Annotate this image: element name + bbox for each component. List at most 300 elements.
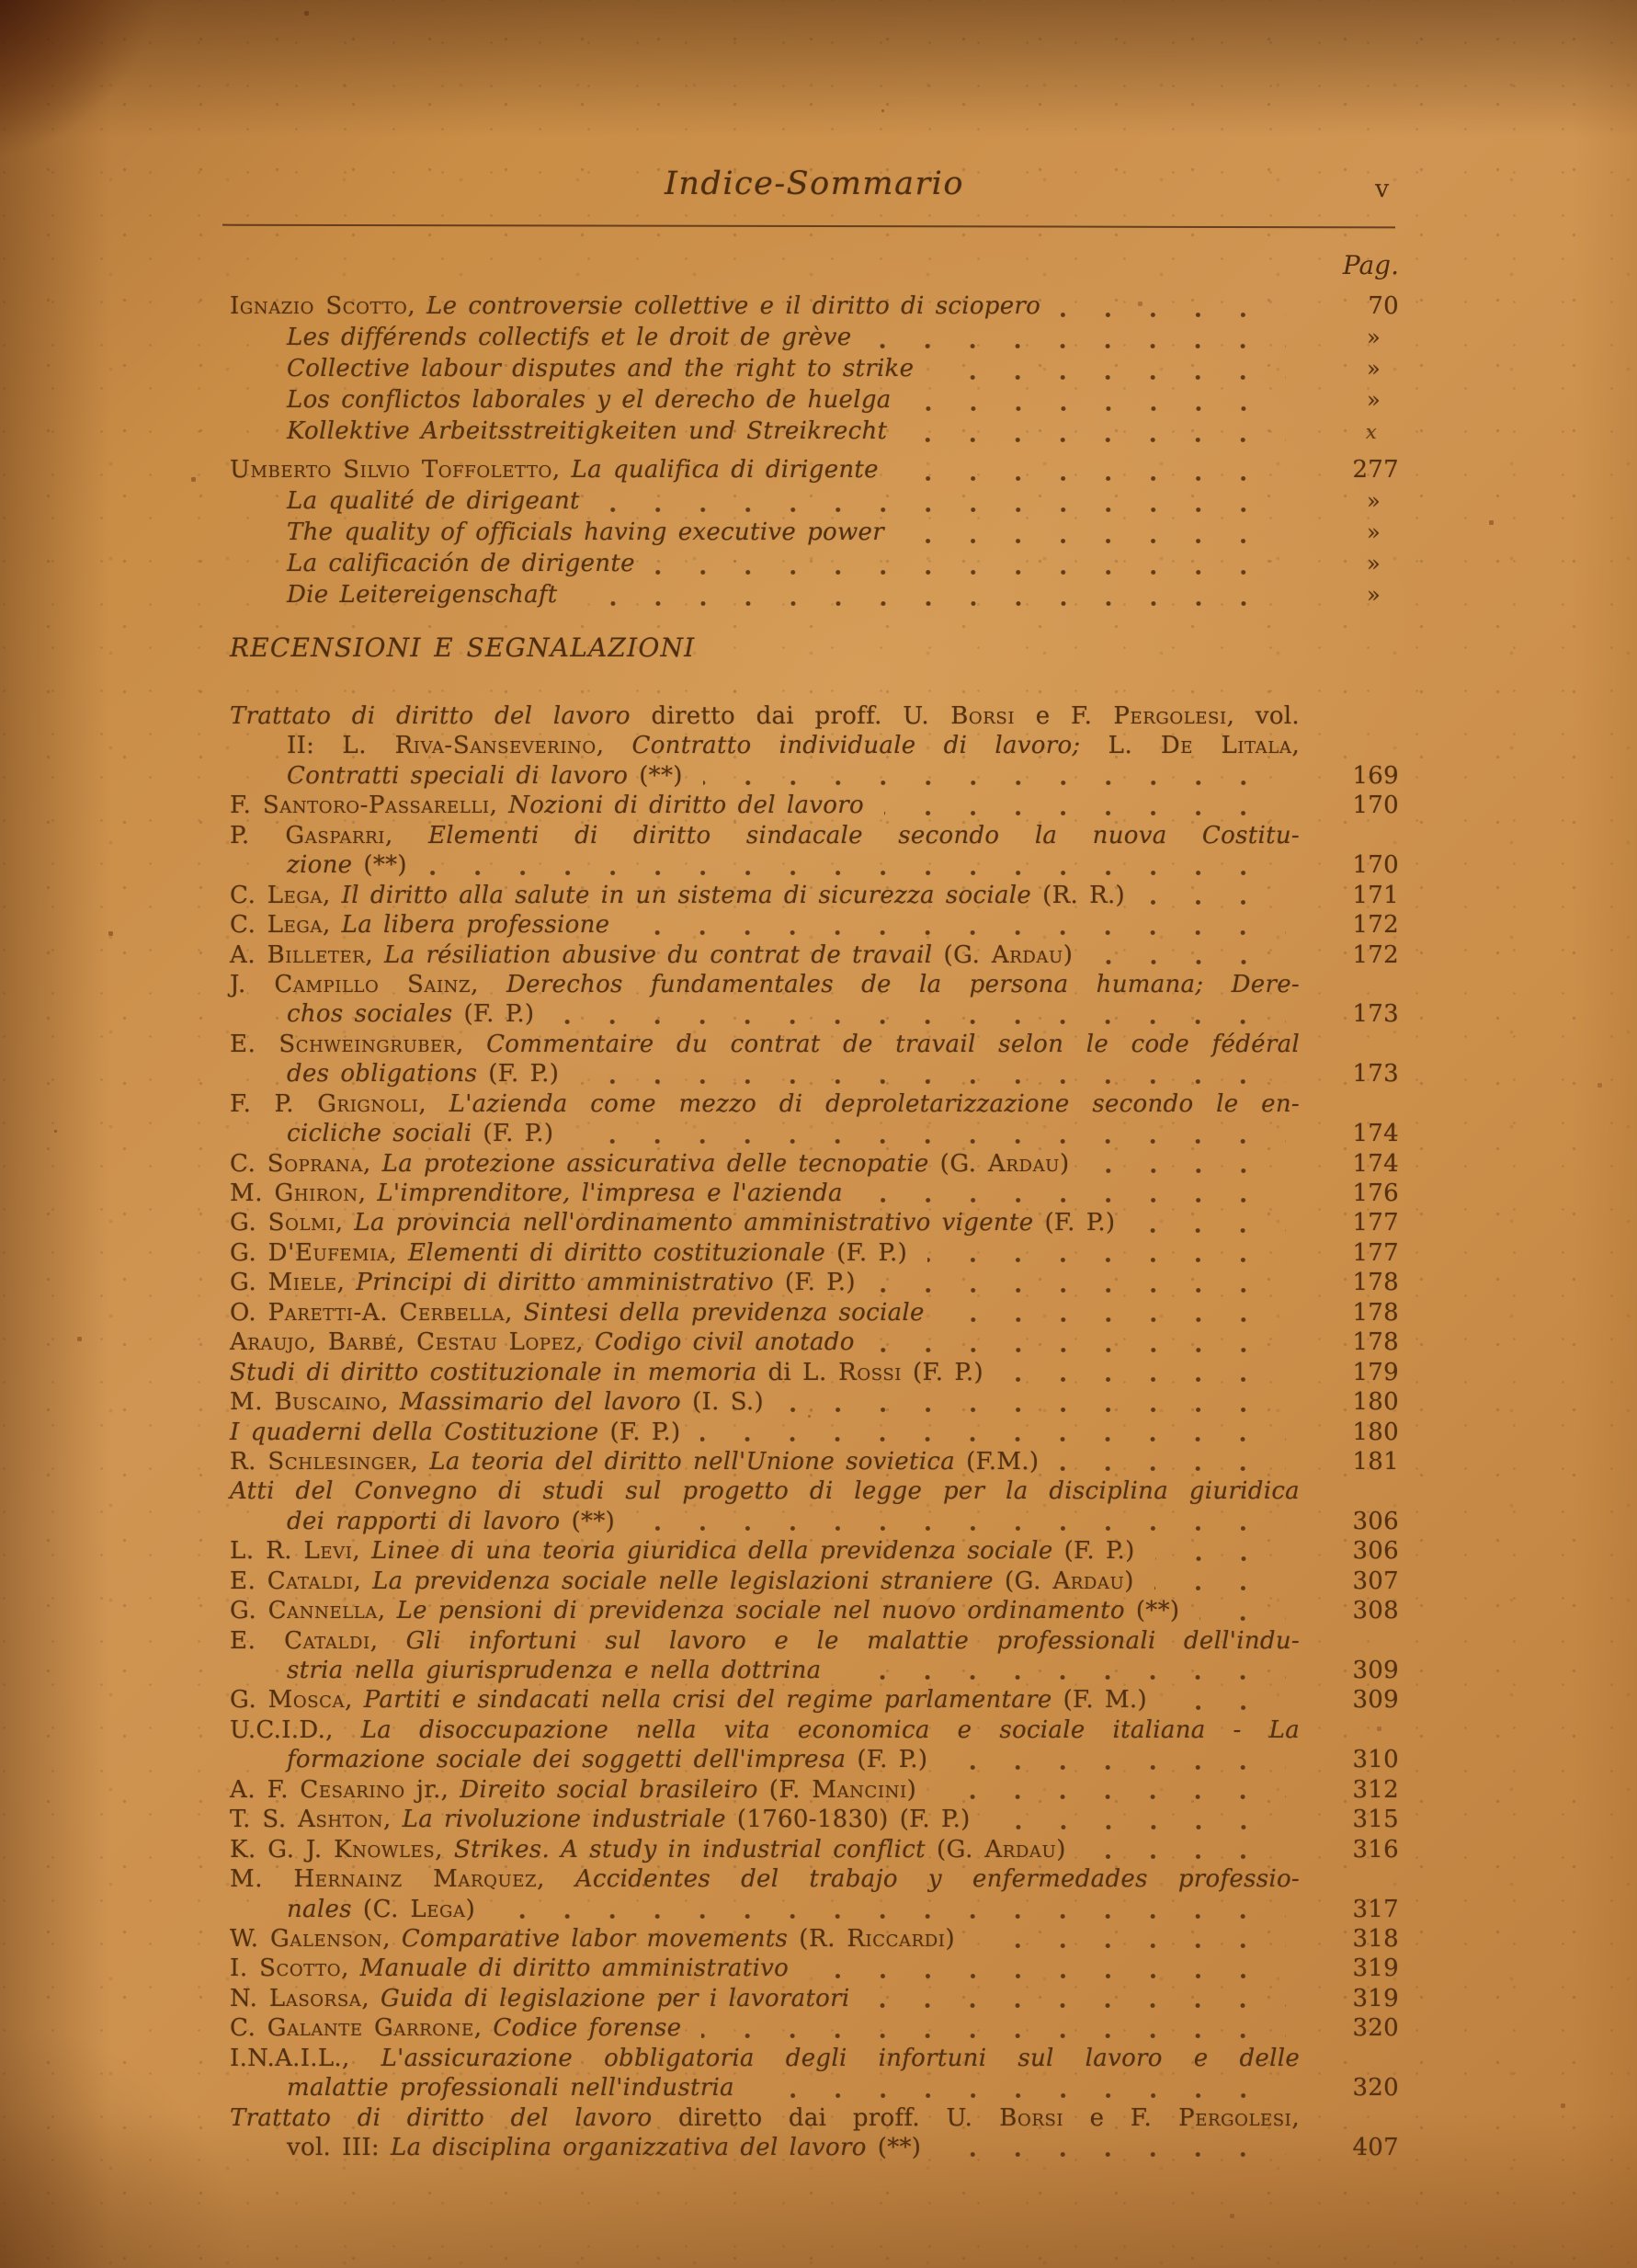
dot-leader [870,2003,1286,2008]
dot-leader [1167,1705,1286,1710]
text-segment: U. Borsi [946,2103,1064,2132]
toc-row [230,1120,1399,1149]
row-text [230,792,864,819]
text-segment: , [455,1030,487,1058]
text-segment: , [353,1567,373,1595]
row-text [287,355,914,382]
text-segment: (F. P.) [1044,1209,1116,1237]
toc-row [230,911,1399,940]
text-segment: , [377,1597,397,1625]
toc-row [230,386,1399,417]
text-segment: F. Pergolesi [1071,702,1227,730]
text-segment: G. Mosca [230,1686,346,1715]
dot-leader [875,1348,1286,1352]
text-segment: , [322,881,342,909]
toc-row [230,882,1399,911]
row-text [230,1419,680,1446]
text-segment: (F. P.) [901,1358,983,1386]
text-segment: W. Galenson [230,1924,383,1953]
text-segment: Il diritto alla salute in un sistema di sicurezza sociale [341,881,1043,909]
page-number: 320 [1352,2074,1399,2103]
text-segment: (F. P.) [483,1120,554,1148]
text-segment: (**) [363,851,407,880]
dot-leader [907,438,1286,442]
row-text [287,762,683,790]
text-segment: (C. Lega) [362,1895,476,1923]
toc-row [230,1477,1399,1507]
toc-row [230,1000,1399,1030]
toc-row [230,1806,1399,1835]
row-text [287,386,892,414]
text-segment: (F. P.) [857,1746,928,1774]
text-segment: T. S. Ashton [230,1806,383,1834]
text-segment: Atti del Convegno di studi sul progetto di legge per la disciplina giuridica [230,1477,1300,1506]
text-segment: , [382,1924,402,1953]
toc-row [230,851,1399,881]
text-segment: E. Cataldi [230,1567,354,1595]
row-text [230,292,1040,320]
row-text [287,732,1300,759]
dot-leader [784,1408,1286,1412]
dot-leader [600,507,1286,512]
toc-row [230,1209,1399,1238]
text-segment: , [389,1238,409,1267]
text-segment: J. Campillo Sainz [230,970,472,998]
text-segment: L'assicurazione obbligatoria degli infortuni sul lavoro e delle [381,2044,1301,2072]
text-segment: (G. Ardau) [943,940,1074,969]
text-segment: (**) [571,1507,616,1535]
row-text [230,971,1300,998]
dot-leader [912,406,1286,411]
page-title: Indice-Sommario [665,165,964,202]
text-segment: , [322,911,342,940]
text-segment: , [505,1298,524,1327]
dot-leader [755,2093,1286,2098]
text-segment: , [1291,732,1301,760]
text-segment: (F. M.) [1063,1686,1147,1715]
page-number: 171 [1352,881,1399,909]
paper-specks [0,0,1,1]
text-segment: F. Santoro-Passarelli [230,792,490,820]
text-segment: K. G. J. Knowles [230,1835,436,1863]
row-text [287,1000,534,1028]
text-segment: Manuale di diritto amministrativo [359,1955,790,1983]
text-segment: dei rapporti di lavoro [287,1507,572,1535]
ditto-mark: » [1367,387,1381,413]
toc-row [230,2134,1399,2163]
dot-leader [876,1288,1286,1293]
text-segment: Nozioni di diritto del lavoro [508,792,864,820]
toc-row [230,792,1399,821]
row-text [230,2014,681,2042]
toc-row [230,1269,1399,1298]
text-segment: vol. III: [287,2134,392,2161]
text-segment: des obligations [287,1060,489,1088]
page-number: 307 [1352,1567,1399,1595]
toc-row [230,822,1399,851]
text-segment: La previdenza sociale nelle legislazioni straniere [372,1567,1005,1595]
ditto-mark: » [1367,325,1381,350]
toc-row [230,1180,1399,1209]
dot-leader [941,2152,1286,2157]
toc-row [230,2014,1399,2044]
text-segment: G. Cannella [230,1597,378,1625]
text-segment: , [435,1835,454,1863]
text-segment: zione [287,851,364,880]
row-text [230,1597,1179,1624]
text-segment: Elementi di diritto costituzionale [408,1238,837,1267]
text-segment: Kollektive Arbeitsstreitigkeiten und Streikrecht [287,417,888,445]
text-segment: Die Leitereigenschaft [287,581,558,609]
row-text [230,1567,1134,1595]
row-text [230,2104,1300,2132]
toc-row [230,1299,1399,1328]
page-number: 315 [1352,1806,1399,1834]
row-text [230,1209,1115,1237]
dot-leader [1094,960,1286,964]
text-segment: La teoria del diritto nell'Unione sovietica [429,1447,967,1476]
row-text [230,702,1300,730]
text-segment: , [365,940,385,969]
dot-leader [1199,1616,1286,1621]
text-segment: , [471,970,506,998]
row-text [230,1031,1300,1058]
dot-leader [904,539,1286,543]
row-text [287,487,580,515]
toc-row [230,519,1399,550]
text-segment: C. Soprana [230,1149,363,1178]
dot-leader [427,871,1286,875]
page-number: 316 [1352,1835,1399,1863]
page-number: 317 [1352,1895,1399,1923]
text-segment: Principi di diritto amministrativo [356,1269,785,1297]
text-segment: , [335,1209,355,1237]
text-segment: diretto dai proff. [651,702,904,730]
dot-leader [809,1974,1286,1978]
toc-row [230,1776,1399,1806]
text-segment: Codice forense [493,2014,682,2043]
dot-leader [635,1526,1286,1531]
dot-leader [899,476,1286,481]
text-segment: G. D'Eufemia [230,1238,390,1267]
text-segment: G. Miele [230,1269,337,1297]
toc-row [230,2104,1399,2134]
row-text [230,882,1125,909]
text-segment: U.C.I.D., [230,1715,361,1744]
toc-row [230,1359,1399,1388]
page-number: 277 [1352,456,1399,484]
toc-row [230,1716,1399,1746]
row-text [287,550,635,577]
text-segment: (G. Ardau) [936,1835,1067,1863]
text-segment: , [352,1537,372,1566]
text-segment: C. Lega [230,881,323,909]
text-segment: Sintesi della previdenza sociale [523,1298,925,1327]
text-segment: N. Lasorsa [230,1984,362,2012]
text-segment: Araujo, Barbé, Cestau Lopez [230,1328,576,1357]
toc-row [230,732,1399,761]
page-number: 180 [1352,1418,1399,1446]
toc-row [230,581,1399,612]
text-segment: L. Rossi [802,1358,902,1386]
text-segment: L. De Litala [1108,732,1292,760]
toc-row [230,1597,1399,1626]
text-segment: (F. P.) [463,1000,535,1029]
page-number: 172 [1352,940,1399,969]
page-number: 172 [1352,911,1399,940]
page-number: 174 [1352,1120,1399,1148]
row-text [230,1627,1300,1655]
dot-leader [991,1825,1286,1829]
text-segment: , [407,292,427,320]
text-segment: G. Solmi [230,1209,335,1237]
row-text [230,822,1300,849]
dot-leader [574,1139,1286,1144]
toc-row [230,1836,1399,1865]
text-segment: Contratti speciali di lavoro [287,761,640,790]
page-number: 306 [1352,1507,1399,1535]
text-segment: , vol. [1226,702,1300,730]
text-segment: Le controversie collettive e il diritto di sciopero [426,292,1041,320]
text-segment: Trattato di diritto del lavoro [230,702,652,730]
text-segment: Guida di legislazione per i lavoratori [381,1984,850,2012]
toc-row [230,1746,1399,1775]
page-number: 308 [1352,1597,1399,1625]
toc-group-article-scotto [230,292,1399,449]
text-segment: Contratto individuale di lavoro; [631,732,1108,760]
page-number: 173 [1352,1000,1399,1029]
text-segment: Trattato di diritto del lavoro [230,2103,678,2132]
text-segment: I. Scotto [230,1955,342,1983]
row-text [287,581,558,609]
text-segment: C. Lega [230,911,323,940]
dot-leader [863,1198,1286,1202]
text-segment: (**) [1135,1597,1180,1625]
dot-leader [934,375,1286,380]
text-segment: La disoccupazione nella vita economica e sociale italiana - La [360,1715,1300,1744]
toc-row [230,1090,1399,1120]
row-text [230,941,1074,969]
text-segment: Ignazio Scotto [230,292,408,320]
toc-row [230,1925,1399,1955]
dot-leader [948,1765,1286,1770]
row-text [287,1657,821,1684]
row-text [230,1477,1300,1505]
text-segment: La disciplina organizzativa del lavoro [391,2134,878,2161]
dot-leader [1145,900,1286,905]
text-segment: A. Billeter [230,940,366,969]
page-number: 318 [1352,1924,1399,1953]
text-segment: , [596,732,632,760]
row-text [230,1537,1135,1565]
dot-leader [1135,1228,1286,1233]
text-segment: (F. P.) [609,1418,681,1446]
text-segment: , [537,1865,575,1894]
row-text [230,1239,907,1267]
dot-leader [703,781,1286,785]
page-number: 170 [1352,851,1399,880]
text-segment: F. Pergolesi [1130,2103,1292,2132]
text-segment: (F. P.) [1063,1537,1135,1566]
text-segment: II: [287,732,343,760]
row-text [230,1985,849,2012]
text-segment: La résiliation abusive du contrat de travail [384,940,944,969]
page-number: 319 [1352,1984,1399,2012]
text-segment: , [382,1806,403,1834]
page-number: 407 [1352,2134,1399,2161]
toc-row [230,1508,1399,1537]
page-number: 309 [1352,1686,1399,1715]
page-number: 178 [1352,1269,1399,1297]
toc-row [230,1150,1399,1180]
page-number: 306 [1352,1537,1399,1566]
text-segment: Collective labour disputes and the right to strike [287,355,915,382]
row-text [230,1776,916,1804]
text-segment: R. Schlesinger [230,1447,411,1476]
text-segment: , [473,2014,494,2043]
toc-row [230,971,1399,1000]
toc-row [230,1627,1399,1657]
text-segment: cicliche sociali [287,1120,483,1148]
dot-leader [927,1258,1286,1262]
toc-row [230,1985,1399,2014]
toc-row [230,1896,1399,1925]
text-segment: La rivoluzione industriale [402,1806,737,1834]
text-segment: , [418,1089,449,1118]
text-segment: M. Buscaino [230,1388,381,1417]
toc-row [230,1448,1399,1477]
text-segment: (**) [877,2134,922,2161]
text-segment: La provincia nell'ordinamento amministrativo vigente [354,1209,1045,1237]
toc-row [230,1388,1399,1418]
dot-leader [1061,313,1286,317]
ditto-mark: » [1367,519,1381,545]
page-number: 180 [1352,1388,1399,1417]
row-text [230,2045,1300,2072]
text-segment: stria nella giurisprudenza e nella dottrina [287,1657,822,1684]
text-segment: (F. P.) [488,1060,560,1088]
text-segment: E. Schweingruber [230,1030,456,1058]
page-number: 319 [1352,1955,1399,1983]
dot-leader [1090,1168,1286,1173]
pag-column-label: Pag. [1342,250,1399,280]
row-text [230,1865,1300,1893]
text-segment: , [336,1269,357,1297]
table-of-contents [230,292,1399,2163]
toc-row [230,2074,1399,2103]
toc-row [230,324,1399,355]
text-segment: La libera professione [341,911,610,940]
text-segment: (F. Mancini) [768,1775,917,1804]
text-segment: (R. R.) [1042,881,1125,909]
text-segment: Le pensioni di previdenza sociale nel nuovo ordinamento [396,1597,1136,1625]
text-segment: , [361,1984,381,2012]
text-segment: Umberto Silvio Toffoletto [230,456,552,484]
page-number: 309 [1352,1657,1399,1684]
row-text [287,1060,559,1088]
toc-row [230,292,1399,324]
row-text [287,417,887,445]
text-segment: Elementi di diritto sindacale secondo la nuova Costitu- [428,821,1300,849]
text-segment: The quality of officials having executive power [287,519,884,546]
toc-row [230,1239,1399,1269]
text-segment: Massimario del lavoro [399,1388,693,1417]
row-text [230,1686,1147,1714]
text-segment: diretto dai proff. [677,2103,947,2132]
text-segment: , [385,821,428,849]
toc-row [230,487,1399,519]
text-segment: (R. Riccardi) [799,1924,956,1953]
row-text [230,1328,855,1356]
row-text [230,1716,1300,1744]
text-segment: , [381,1388,400,1417]
page-number: 70 [1368,292,1399,320]
toc-row [230,355,1399,386]
dot-leader [937,1795,1286,1799]
row-text [287,2074,734,2102]
text-segment: C. Galante Garrone [230,2014,474,2043]
toc-row [230,1657,1399,1686]
page-number: 178 [1352,1298,1399,1327]
text-segment: formazione sociale dei soggetti dell'impresa [287,1746,858,1774]
page-number: 178 [1352,1328,1399,1357]
row-text [287,851,407,879]
toc-row [230,1686,1399,1715]
row-text [230,1090,1300,1118]
text-segment: (G. Ardau) [939,1149,1070,1178]
text-segment: I quaderni della Costituzione [230,1418,610,1446]
toc-row [230,550,1399,581]
row-text [230,1299,925,1327]
text-segment: La calificación de dirigente [287,550,635,577]
text-segment: Linee di una teoria giuridica della previdenza sociale [371,1537,1064,1566]
page-number: 173 [1352,1060,1399,1088]
toc-row [230,1419,1399,1448]
toc-row [230,1328,1399,1358]
dot-leader [630,930,1286,935]
toc-row [230,1060,1399,1089]
text-segment: nales [287,1895,363,1923]
text-segment: , [1291,2103,1300,2132]
dot-leader [554,1020,1286,1024]
dot-leader [945,1317,1286,1322]
dot-leader [884,811,1286,815]
text-segment: Commentaire du contrat de travail selon le code fédéral [486,1030,1300,1058]
text-segment: (**) [639,761,683,790]
toc-row [230,1865,1399,1895]
toc-row [230,1537,1399,1567]
text-segment: M. Hernainz Marquez [230,1865,538,1894]
ditto-mark: x [1365,421,1377,443]
page-number: 176 [1352,1180,1399,1207]
text-segment: e [1015,702,1072,730]
toc-row [230,1031,1399,1060]
text-segment: (F.M.) [966,1447,1040,1476]
text-segment: jr., [404,1775,460,1804]
toc-row [230,762,1399,792]
dot-leader [1155,1556,1286,1561]
text-segment: , [362,1149,382,1178]
page-number-roman: v [1375,175,1391,203]
text-segment: Comparative labor movements [401,1924,800,1953]
header-divider-rule [222,224,1395,229]
toc-row [230,941,1399,971]
toc-row [230,1567,1399,1597]
text-segment: malattie professionali nell'industria [287,2074,734,2103]
text-segment: Les différends collectifs et le droit de grève [287,324,852,351]
text-segment: Los conflictos laborales y el derecho de huelga [287,386,892,414]
text-segment: Derechos fundamentales de la persona humana; Dere- [506,970,1300,998]
